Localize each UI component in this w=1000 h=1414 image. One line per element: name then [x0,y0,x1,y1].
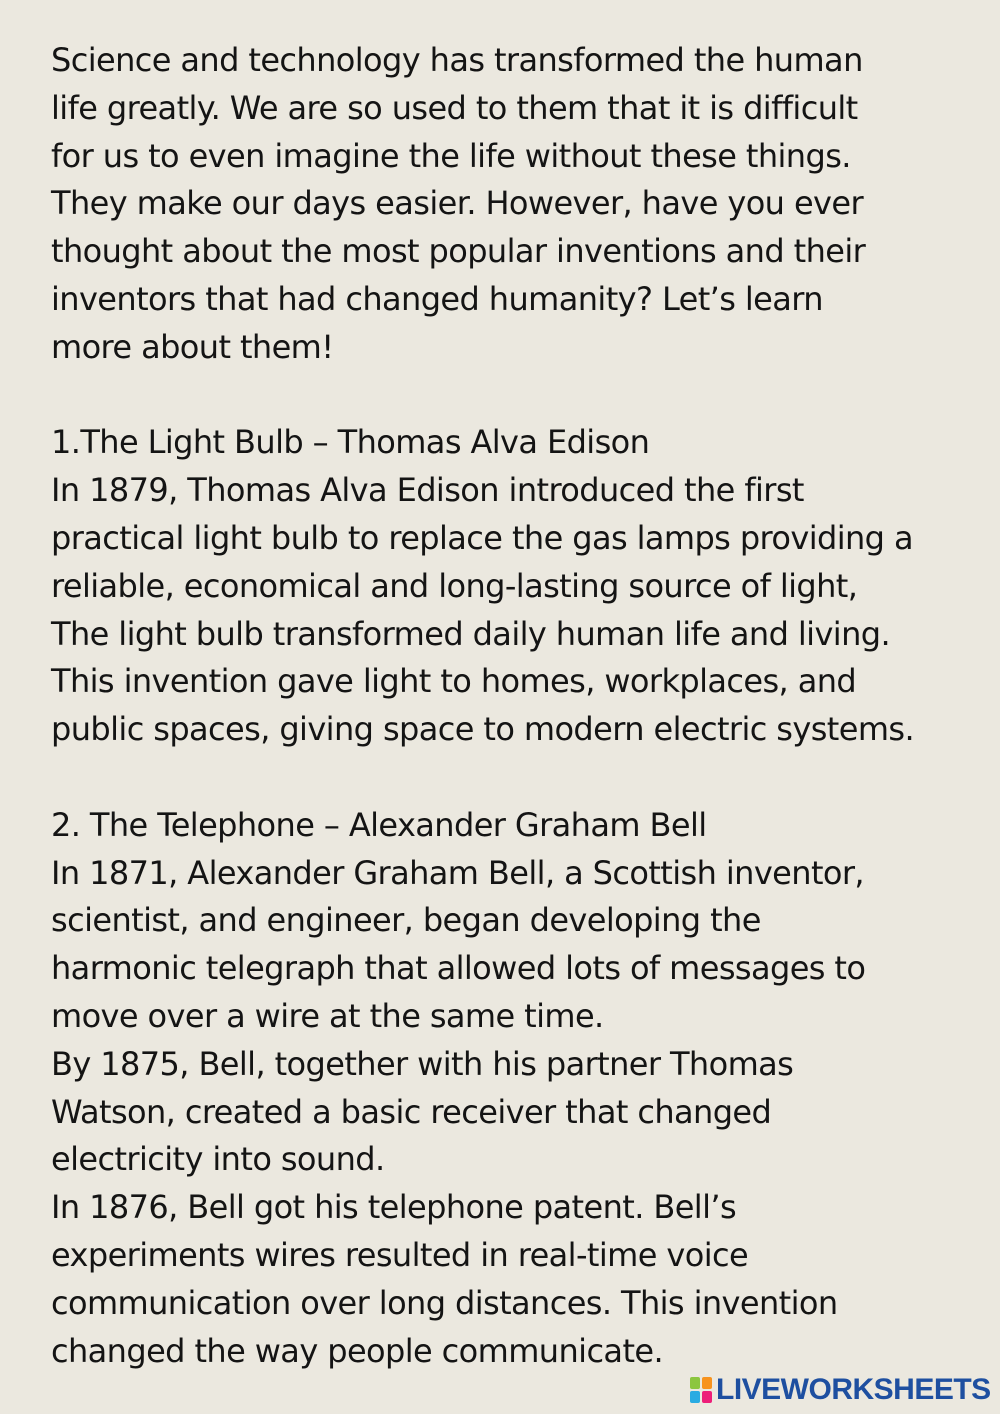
section-line: By 1875, Bell, together with his partner Thomas [51,1044,794,1083]
section-heading: 2. The Telephone – Alexander Graham Bell [51,805,707,844]
section-line: In 1876, Bell got his telephone patent. Bell’s [51,1188,737,1227]
section-telephone [51,802,971,1376]
section-line: move over a wire at the same time. [51,996,604,1035]
paragraph-spacer [51,754,971,802]
intro-line: Science and technology has transformed the human [51,41,863,79]
intro-paragraph [51,37,971,372]
section-line: communication over long distances. This invention [51,1283,838,1322]
section-line: scientist, and engineer, began developing the [51,901,761,940]
liveworksheets-logo[interactable] [690,1372,991,1408]
section-line: In 1871, Alexander Graham Bell, a Scottish inventor, [51,853,865,892]
section-line: public spaces, giving space to modern electric systems. [51,710,915,749]
section-line: electricity into sound. [51,1140,385,1179]
logo-square [702,1391,712,1403]
intro-line: more about them! [51,327,334,366]
paragraph-spacer [51,372,971,420]
section-line: Watson, created a basic receiver that changed [51,1092,772,1131]
section-line: The light bulb transformed daily human life and living. [51,614,891,653]
section-line: This invention gave light to homes, workplaces, and [51,662,857,701]
liveworksheets-icon [690,1377,712,1403]
brand-name: LIVEWORKSHEETS [716,1373,991,1406]
intro-line: life greatly. We are so used to them that it is difficult [51,88,858,127]
intro-line: thought about the most popular inventions and their [51,232,866,271]
logo-square [690,1391,700,1403]
section-line: practical light bulb to replace the gas lamps providing a [51,518,913,557]
section-line: In 1879, Thomas Alva Edison introduced the first [51,471,804,510]
section-heading: 1.The Light Bulb – Thomas Alva Edison [51,423,650,462]
intro-line: They make our days easier. However, have you ever [51,184,864,223]
section-light-bulb [51,419,971,754]
section-line: harmonic telegraph that allowed lots of messages to [51,949,866,988]
section-line: changed the way people communicate. [51,1331,664,1370]
logo-square [690,1377,700,1389]
section-line: experiments wires resulted in real-time voice [51,1235,749,1274]
document-body [51,37,971,1375]
logo-square [702,1377,712,1389]
intro-line: inventors that had changed humanity? Let’s learn [51,279,823,318]
section-line: reliable, economical and long-lasting source of light, [51,566,858,605]
intro-line: for us to even imagine the life without these things. [51,136,851,175]
